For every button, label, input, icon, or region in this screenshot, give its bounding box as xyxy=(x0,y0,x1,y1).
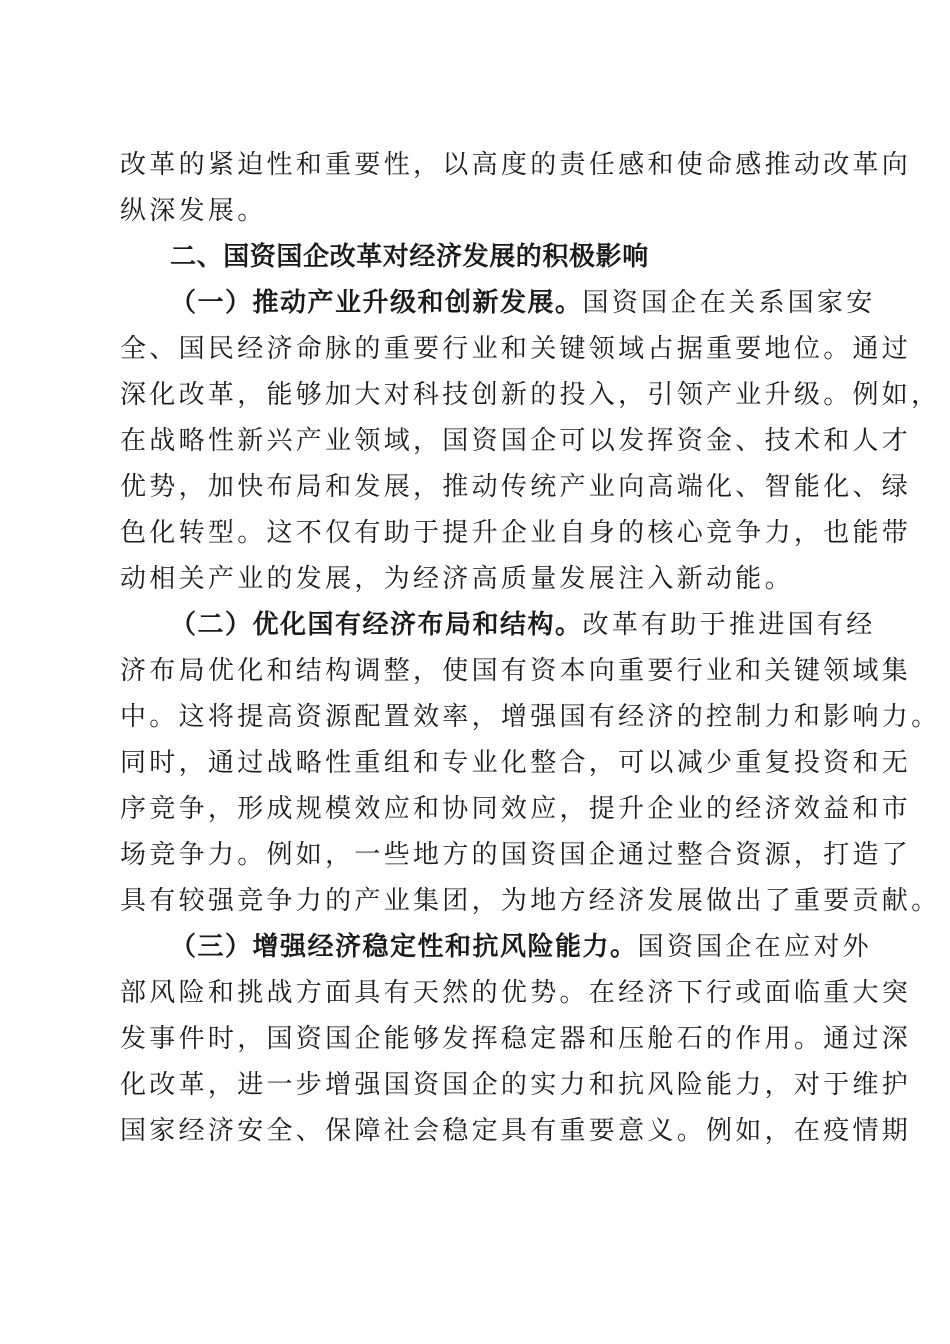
paragraph-line: 中。这将提高资源配置效率，增强国有经济的控制力和影响力。 xyxy=(120,702,941,732)
subsection-title: （一）推动产业升级和创新发展。 xyxy=(170,288,583,318)
subsection-title: （三）增强经济稳定性和抗风险能力。 xyxy=(170,932,638,962)
paragraph-line: 序竞争，形成规模效应和协同效应，提升企业的经济效益和市 xyxy=(120,794,912,824)
paragraph-line: 纵深发展。 xyxy=(120,196,267,226)
paragraph-line: 色化转型。这不仅有助于提升企业自身的核心竞争力，也能带 xyxy=(120,518,912,548)
subsection-first-line xyxy=(170,931,872,963)
paragraph-text: 国资国企在应对外 xyxy=(637,932,872,962)
paragraph-line: 同时，通过战略性重组和专业化整合，可以减少重复投资和无 xyxy=(120,748,912,778)
paragraph-line: 全、国民经济命脉的重要行业和关键领域占据重要地位。通过 xyxy=(120,334,912,364)
paragraph-line: 化改革，进一步增强国资国企的实力和抗风险能力，对于维护 xyxy=(120,1070,912,1100)
subsection-title: （二）优化国有经济布局和结构。 xyxy=(170,610,583,640)
paragraph-line: 改革的紧迫性和重要性，以高度的责任感和使命感推动改革向 xyxy=(120,150,912,180)
paragraph-line: 深化改革，能够加大对科技创新的投入，引领产业升级。例如， xyxy=(120,380,941,410)
subsection-first-line xyxy=(170,287,876,319)
paragraph-line: 优势，加快布局和发展，推动传统产业向高端化、智能化、绿 xyxy=(120,472,912,502)
paragraph-line: 国家经济安全、保障社会稳定具有重要意义。例如，在疫情期 xyxy=(120,1116,912,1146)
paragraph-line: 部风险和挑战方面具有天然的优势。在经济下行或面临重大突 xyxy=(120,978,912,1008)
subsection-first-line xyxy=(170,609,876,641)
paragraph-line: 济布局优化和结构调整，使国有资本向重要行业和关键领域集 xyxy=(120,656,912,686)
paragraph-line: 动相关产业的发展，为经济高质量发展注入新动能。 xyxy=(120,564,794,594)
paragraph-line: 发事件时，国资国企能够发挥稳定器和压舱石的作用。通过深 xyxy=(120,1024,912,1054)
section-heading: 二、国资国企改革对经济发展的积极影响 xyxy=(170,242,649,272)
paragraph-line: 场竞争力。例如，一些地方的国资国企通过整合资源，打造了 xyxy=(120,840,912,870)
paragraph-text: 国资国企在关系国家安 xyxy=(582,288,876,318)
paragraph-line: 在战略性新兴产业领域，国资国企可以发挥资金、技术和人才 xyxy=(120,426,912,456)
paragraph-line: 具有较强竞争力的产业集团，为地方经济发展做出了重要贡献。 xyxy=(120,886,941,916)
paragraph-text: 改革有助于推进国有经 xyxy=(582,610,876,640)
